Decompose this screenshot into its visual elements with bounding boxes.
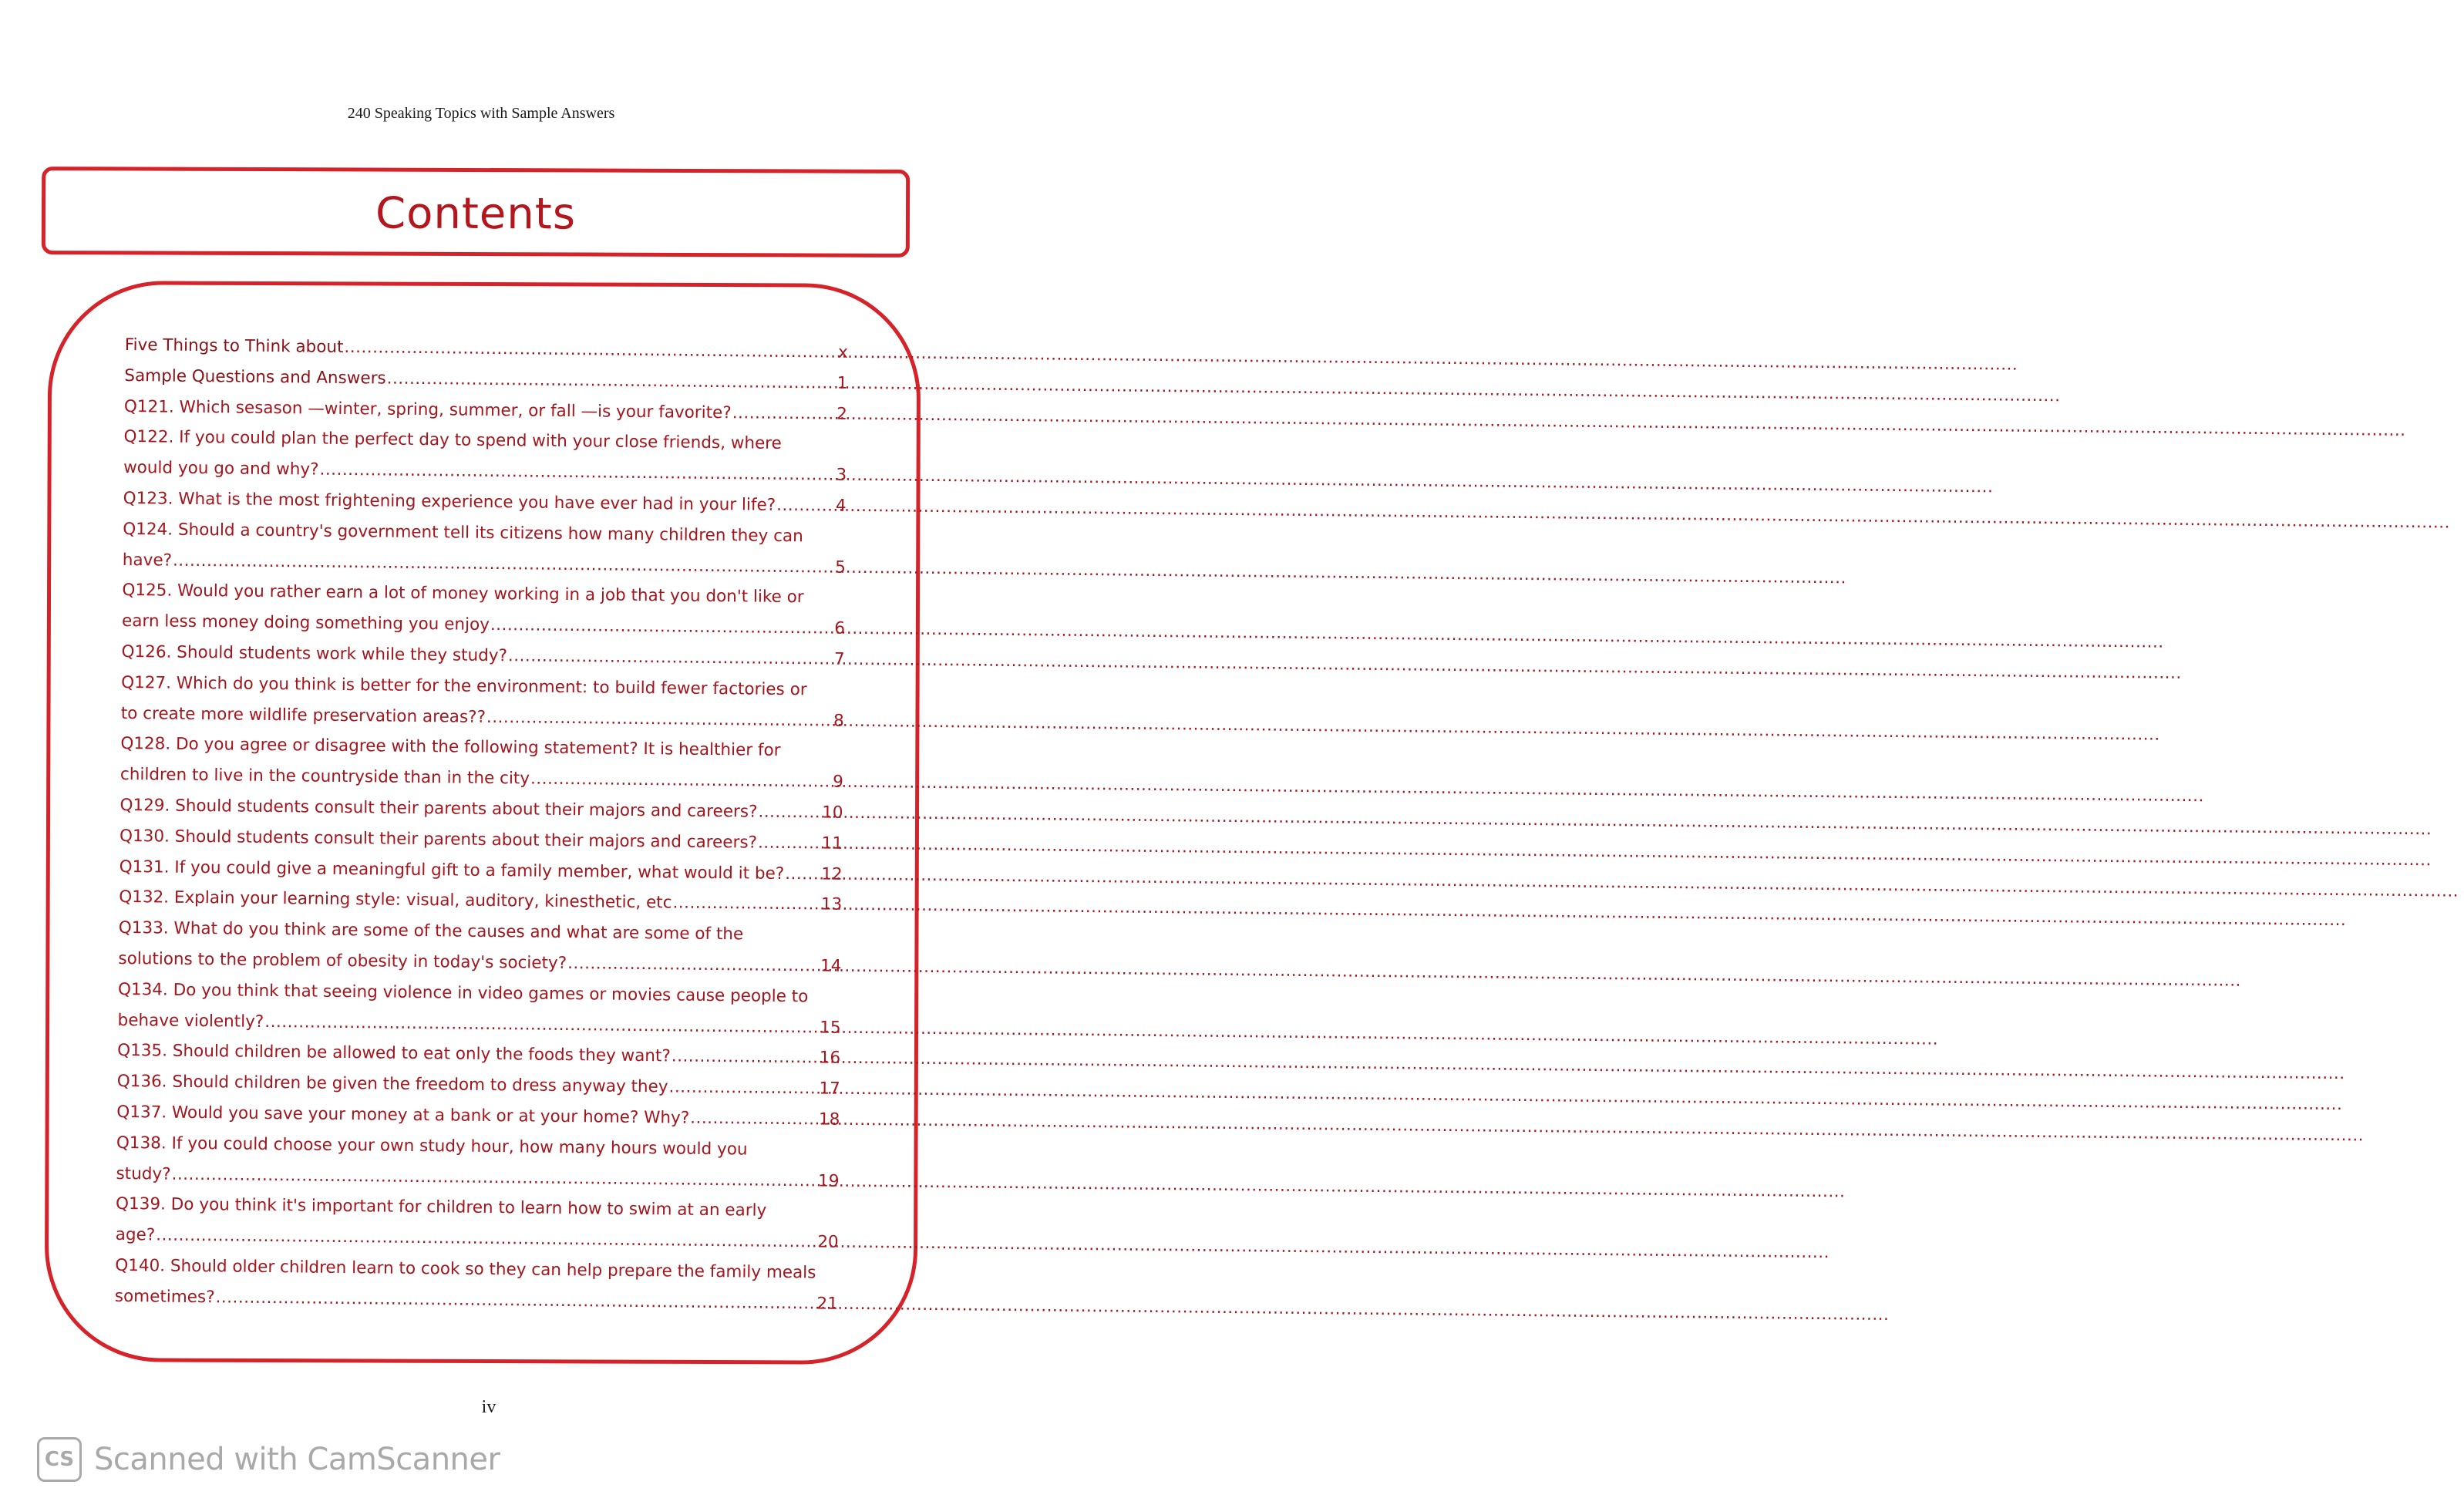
toc-page-number: 20 <box>817 1232 839 1252</box>
toc-leader-dots <box>757 827 822 859</box>
toc-page-number: 10 <box>822 803 843 823</box>
toc-leader-dots <box>214 1282 816 1319</box>
toc-page-number: 17 <box>819 1079 840 1099</box>
toc-entry-text: Q129. Should students consult their parents about their majors and careers? <box>119 795 758 822</box>
toc-leader-dots <box>732 398 837 429</box>
toc-entry-text: Q131. If you could give a meaningful gift to a family member, what would it be? <box>119 857 785 884</box>
table-of-contents <box>115 330 848 1319</box>
toc-entry-text: Q123. What is the most frightening experience you have ever had in your life? <box>123 488 776 515</box>
toc-page-number: 21 <box>816 1294 838 1314</box>
toc-entry-text: to create more wildlife preservation areas?? <box>120 703 486 727</box>
toc-page-number: 7 <box>833 649 845 669</box>
toc-entry-text: Q124. Should a country's government tell its citizens how many children they can <box>123 519 803 547</box>
toc-entry-text: Five Things to Think about <box>124 335 344 357</box>
toc-entry-text: Q122. If you could plan the perfect day to spend with your close friends, where <box>123 427 782 454</box>
toc-entry-text: Q133. What do you think are some of the causes and what are some of the <box>118 918 744 944</box>
toc-entry-text: Q125. Would you rather earn a lot of money working in a job that you don't like or <box>122 581 804 608</box>
toc-entry-text: would you go and why? <box>123 458 319 480</box>
toc-entry-text: behave violently? <box>117 1010 264 1032</box>
toc-leader-dots <box>757 797 822 829</box>
toc-page-number: 14 <box>820 956 842 976</box>
toc-entry-text: earn less money doing something you enjoy <box>121 611 490 635</box>
toc-entry-text: Q128. Do you agree or disagree with the following statement? It is healthier for <box>120 734 781 761</box>
toc-entry-text: age? <box>115 1225 156 1245</box>
toc-page-number: 2 <box>836 404 848 424</box>
toc-page-number: 12 <box>821 864 843 884</box>
toc-page-number: 6 <box>834 618 846 638</box>
toc-entry-text: Q130. Should students consult their parents about their majors and careers? <box>119 826 758 853</box>
page-number: iv <box>481 1397 497 1417</box>
toc-page-number: x <box>837 342 848 362</box>
toc-page-number: 9 <box>833 772 844 792</box>
camscanner-logo-icon: CS <box>37 1437 82 1482</box>
toc-leader-dots <box>385 363 836 399</box>
toc-entry[interactable] <box>121 668 845 736</box>
toc-leader-dots <box>490 610 835 644</box>
toc-page-number: 1 <box>836 373 848 393</box>
contents-title: Contents <box>375 188 577 239</box>
toc-leader-dots <box>689 1103 819 1136</box>
toc-entry-text: Q132. Explain your learning style: visual, auditory, kinesthetic, etc <box>119 887 672 913</box>
toc-leader-dots <box>486 702 834 736</box>
toc-entry-text: Q126. Should students work while they study? <box>121 641 508 666</box>
toc-entry[interactable] <box>123 514 847 583</box>
toc-entry-text: Q139. Do you think it's important for children to learn how to swim at an early <box>115 1194 767 1221</box>
camscanner-watermark <box>37 1437 500 1482</box>
toc-leader-dots <box>776 490 836 522</box>
toc-page-number: 11 <box>821 833 843 854</box>
toc-leader-dots <box>530 764 833 798</box>
toc-page-number: 18 <box>818 1109 840 1130</box>
toc-leader-dots <box>343 332 838 369</box>
toc-leader-dots <box>784 859 821 890</box>
toc-entry-text: children to live in the countryside than in the city <box>119 765 530 789</box>
toc-page-number: 13 <box>820 894 843 915</box>
toc-entry[interactable] <box>118 913 842 981</box>
toc-leader-dots <box>671 1042 820 1074</box>
toc-page-number: 8 <box>833 711 844 731</box>
toc-entry-text: have? <box>122 550 173 571</box>
toc-entry-text: Q140. Should older children learn to cook so they can help prepare the family meals <box>115 1255 816 1283</box>
toc-leader-dots <box>567 948 820 981</box>
toc-page-number: 15 <box>820 1018 841 1038</box>
toc-page-number: 16 <box>819 1048 841 1069</box>
toc-entry-text: Q136. Should children be given the freedom to dress anyway they <box>116 1072 668 1097</box>
toc-entry[interactable] <box>115 1251 839 1319</box>
toc-leader-dots <box>672 888 821 921</box>
contents-title-box <box>42 167 910 258</box>
toc-entry-text: solutions to the problem of obesity in today's society? <box>118 948 567 973</box>
book-header-title: 240 Speaking Topics with Sample Answers <box>347 105 615 122</box>
toc-entry[interactable] <box>120 729 844 797</box>
toc-entry-text: Q138. If you could choose your own study hour, how many hours would you <box>116 1133 748 1160</box>
toc-page-number: 4 <box>835 496 847 516</box>
toc-entry-text: Q135. Should children be allowed to eat only the foods they want? <box>117 1041 671 1066</box>
toc-entry[interactable] <box>123 422 847 490</box>
toc-entry-text: Q121. Which sesason —winter, spring, summer, or fall —is your favorite? <box>123 396 732 423</box>
toc-leader-dots <box>668 1072 819 1105</box>
toc-entry-text: sometimes? <box>114 1286 215 1307</box>
toc-entry-text: Sample Questions and Answers <box>124 365 386 389</box>
toc-leader-dots <box>318 455 836 491</box>
toc-entry-text: Q137. Would you save your money at a bank or at your home? Why? <box>116 1102 690 1128</box>
toc-page-number: 3 <box>836 465 847 485</box>
toc-leader-dots <box>507 641 834 675</box>
toc-entry-text: study? <box>116 1163 171 1184</box>
watermark-text: Scanned with CamScanner <box>94 1442 500 1477</box>
toc-entry[interactable] <box>122 575 846 644</box>
toc-page-number: 19 <box>818 1170 840 1191</box>
toc-entry[interactable] <box>115 1189 839 1258</box>
toc-entry-text: Q127. Which do you think is better for the environment: to build fewer factories or <box>121 672 807 700</box>
toc-entry[interactable] <box>116 1128 840 1197</box>
toc-entry-text: Q134. Do you think that seeing violence in video games or movies cause people to <box>117 979 809 1007</box>
toc-entry[interactable] <box>117 975 841 1043</box>
toc-page-number: 5 <box>835 557 846 577</box>
